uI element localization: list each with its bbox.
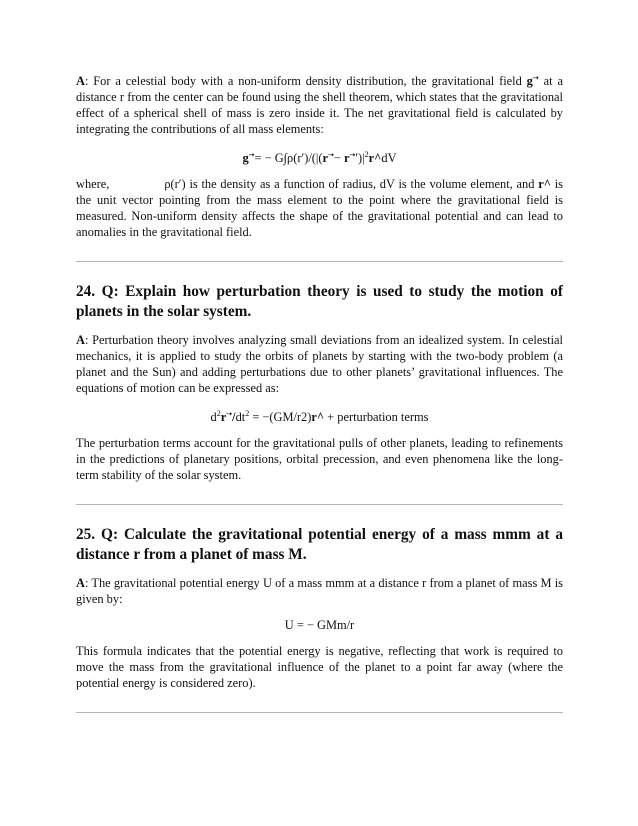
document-page [76,70,563,713]
vector-arrow: ➝ [532,74,539,82]
answer-lead: A [76,333,85,347]
vector-arrow: ➝ [248,151,255,159]
where-text-b: is the unit vector pointing from the mass element to the point where the gravitational field is measured. Non-uniform density affects the shape of the gravitational potential and can lead to anomalies in the gravitational field. [76,177,563,239]
q25-conclusion: This formula indicates that the potential energy is negative, reflecting that work is required to move the mass from the gravitational influence of the planet to a point far away (where the potential energy is considered zero). [76,644,563,690]
question-24-heading: 24. Q: Explain how perturbation theory is used to study the motion of planets in the solar system. [76,283,563,320]
eq-g: g [242,151,249,165]
eq-slash: / [232,410,236,424]
eq-r: r [220,410,227,424]
perturbation-equation [76,406,563,425]
where-text-a: ρ(r′) is the density as a function of radius, dV is the volume element, and [164,177,535,191]
where-paragraph [76,176,563,240]
eq-r2: r [343,151,350,165]
vector-arrow: ➝ [328,151,334,159]
intro-text-1: : For a celestial body with a non-uniform density distribution, the gravitational field [84,74,522,88]
eq-part-a: = −(GM/r2) [249,410,312,424]
eq-dv: dV [381,151,397,165]
vector-arrow: ➝ [349,151,356,159]
eq-d: d [210,410,217,424]
eq-dt: dt [235,410,246,424]
q24-conclusion: The perturbation terms account for the gravitational pulls of other planets, leading to refinements in the predictions of planetary positions, orbital precession, and even phenomena like the long-term stability of the solar system. [76,436,563,482]
answer-lead: A [76,74,85,88]
intro-text-1b: at a distance r from the center can be found using the shell theorem, which states that the gravitational effect of a spherical shell of mass is zero inside it. The net gravitational field is calculated by integrating the contributions of all mass elements: [76,74,563,136]
g-vector-symbol: g [526,74,533,88]
eq-exp1: 2 [216,409,221,418]
answer-lead: A [76,576,85,590]
eq-rhat: r^ [311,410,325,424]
section-divider [76,504,563,505]
eq-exp: 2 [364,150,369,159]
eq-part-b: + perturbation terms [324,410,429,424]
gravitational-field-equation [76,147,563,166]
eq-exp2: 2 [245,409,250,418]
potential-energy-equation: U = − GMm/r [284,618,355,632]
q24-answer-paragraph [76,332,563,396]
rhat-symbol: r^ [538,177,551,191]
eq-part-b: ′)| [355,151,365,165]
where-label: where, [76,177,110,191]
section-divider [76,261,563,262]
q25-answer-text: : The gravitational potential energy U of a mass mmm at a distance r from a planet of mass M is given by: [76,576,563,606]
eq-part-a: = − G∫ρ(r′)/(|( [254,151,323,165]
question-25-heading: 25. Q: Calculate the gravitational potential energy of a mass mmm at a distance r from a planet of mass M. [76,526,563,563]
section-divider [76,712,563,713]
eq-minus: − [333,151,344,165]
intro-paragraph [76,70,563,137]
eq-r1: r [322,151,328,165]
vector-arrow: ➝ [226,410,233,418]
q25-answer-paragraph [76,575,563,607]
q24-answer-text: : Perturbation theory involves analyzing small deviations from an idealized system. In celestial mechanics, it is applied to study the orbits of planets by starting with the two-body problem (a planet and the Sun) and adding perturbations due to other planets’ gravitational influences. The equations of motion can be expressed as: [76,333,563,395]
eq-rhat: r^ [368,151,382,165]
